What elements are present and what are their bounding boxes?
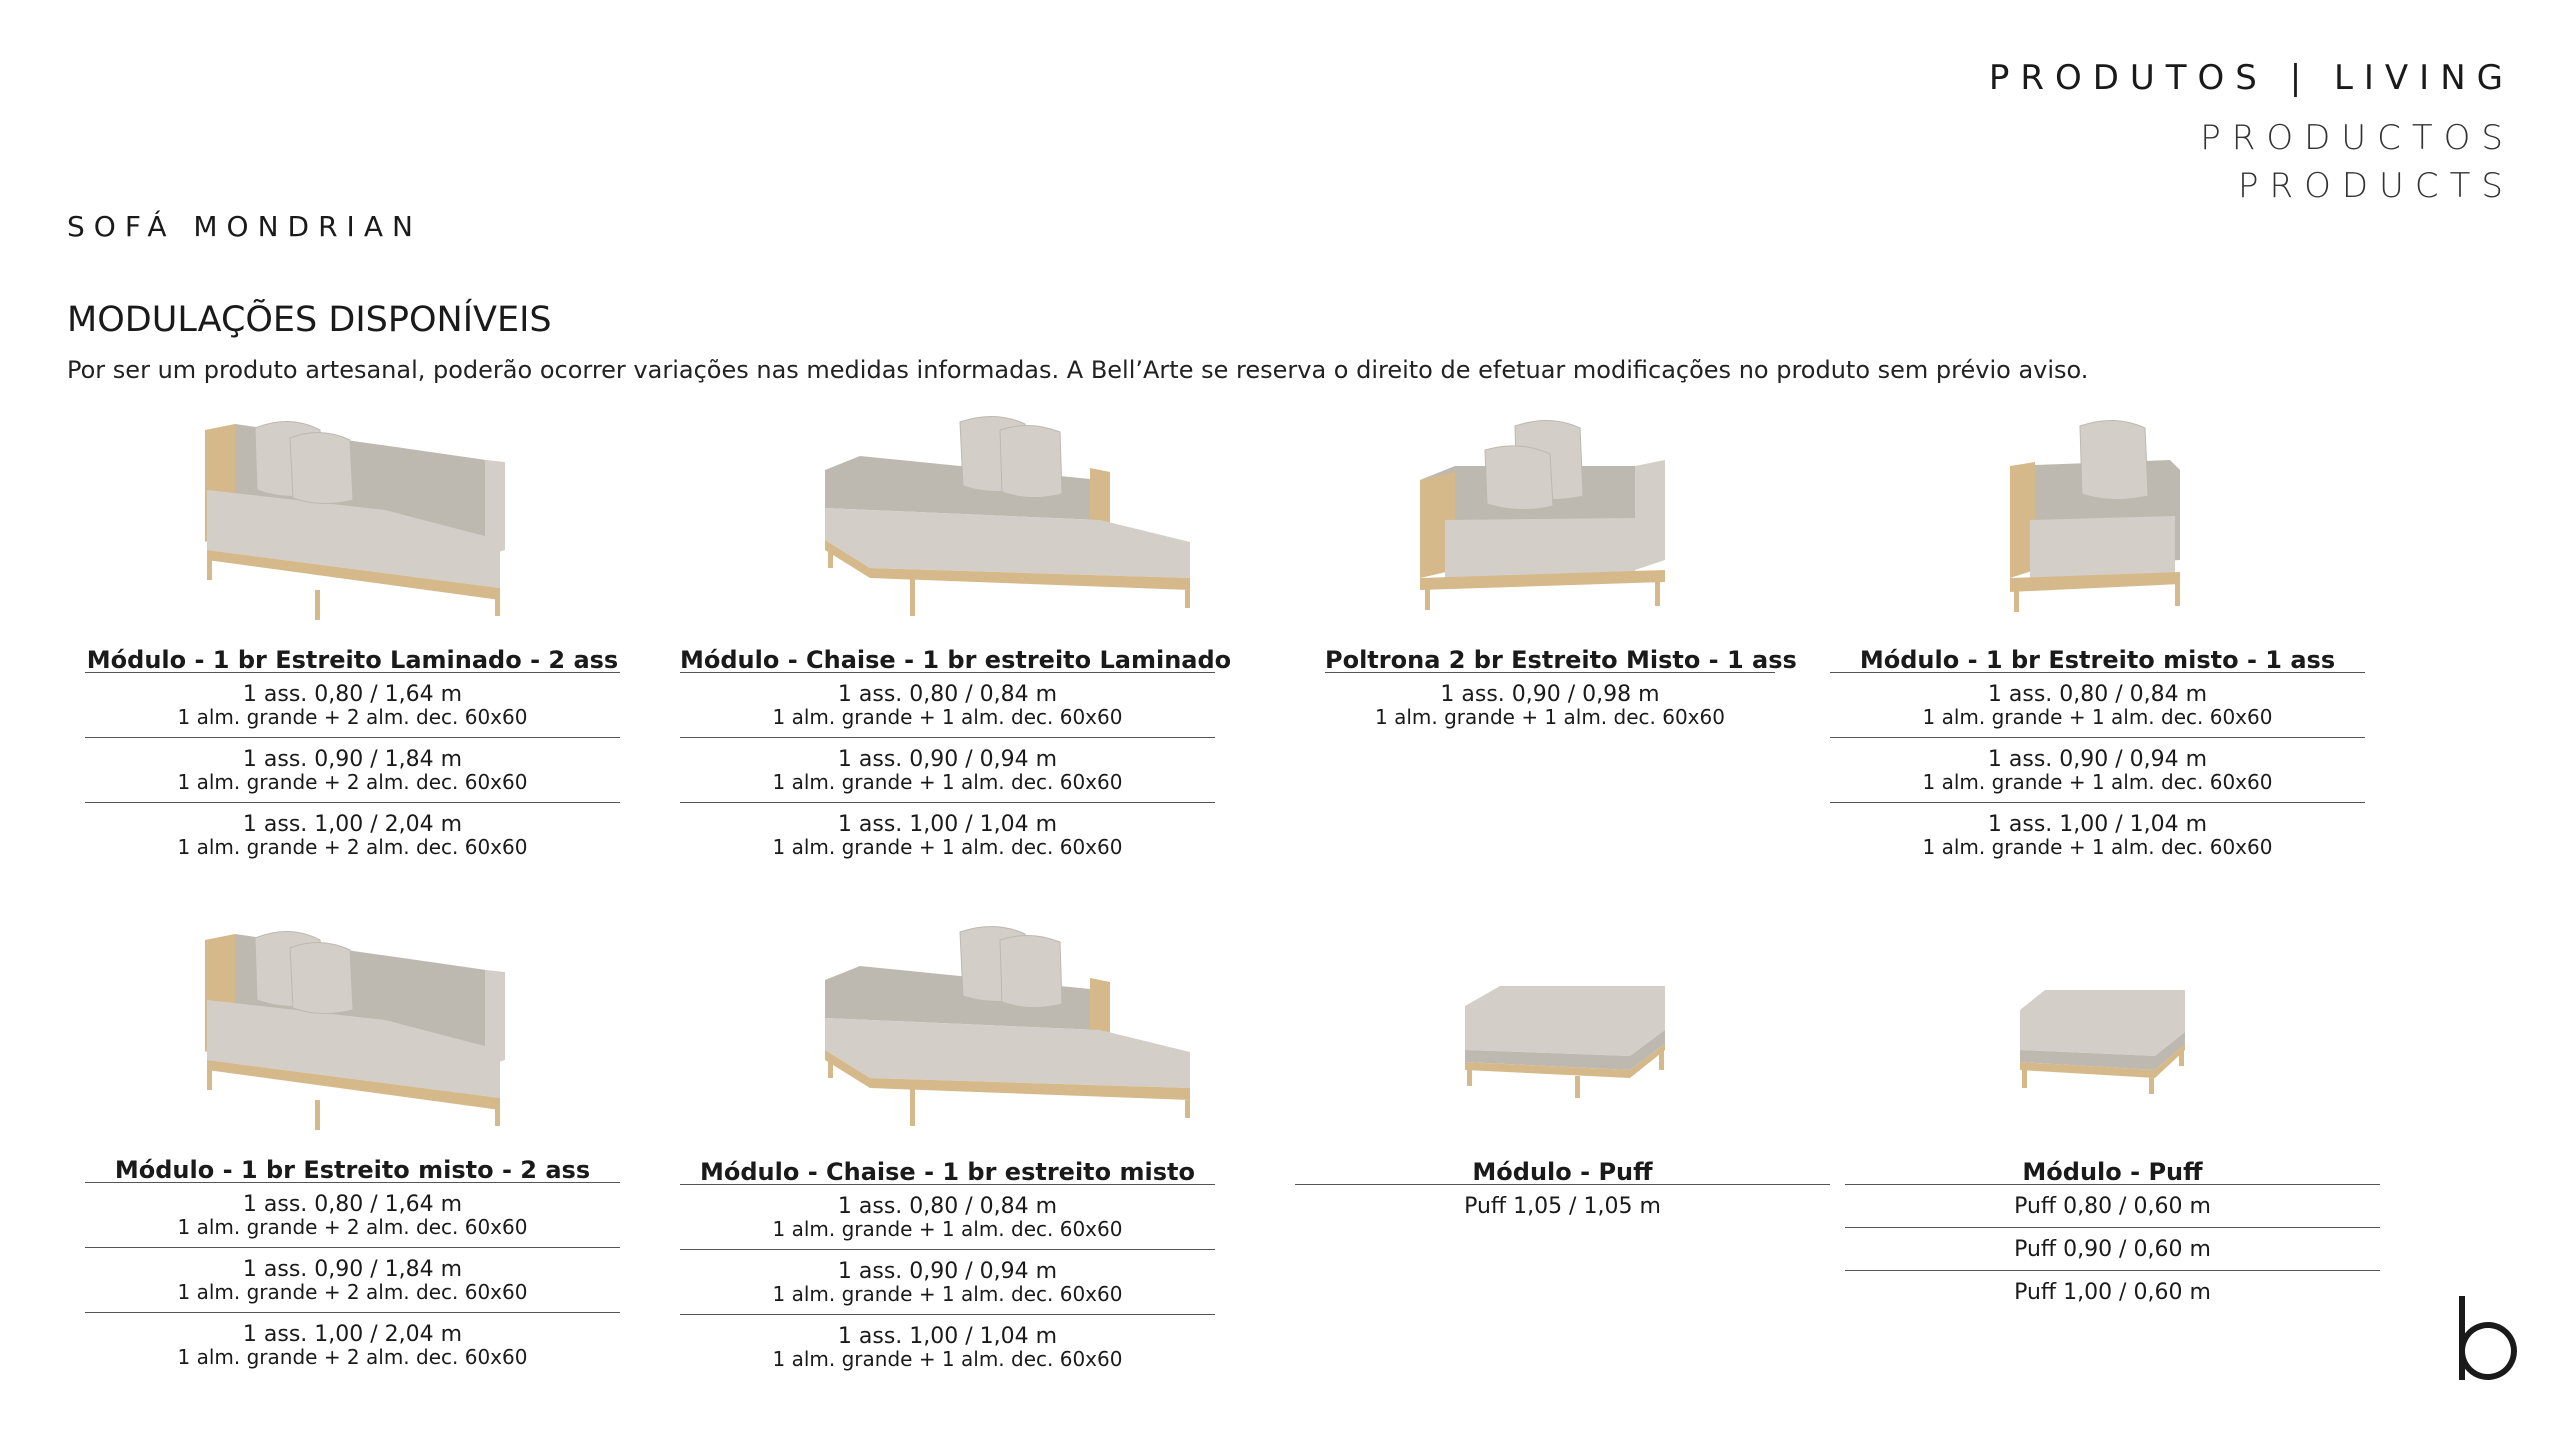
module-card	[1325, 410, 1797, 880]
module-title: Módulo - Puff	[2022, 1158, 2203, 1186]
module-card	[1845, 920, 2380, 1390]
module-title: Módulo - 1 br Estreito misto - 2 ass	[114, 1156, 591, 1184]
divider	[680, 1184, 1215, 1185]
option-size: 1 ass. 1,00 / 1,04 m	[1987, 812, 2208, 837]
module-title: Módulo - Chaise - 1 br estreito Laminado	[680, 646, 1232, 674]
module-image	[85, 410, 620, 630]
option-size: 1 ass. 0,90 / 0,98 m	[1440, 682, 1660, 707]
module-card	[85, 410, 620, 880]
divider	[1325, 672, 1775, 673]
module-option	[680, 1194, 1215, 1239]
option-cushions: 1 alm. grande + 1 alm. dec. 60x60	[1922, 705, 2273, 729]
option-size: 1 ass. 0,80 / 0,84 m	[1987, 682, 2208, 707]
module-card	[680, 410, 1232, 880]
chaise-illustration	[680, 920, 1215, 1140]
divider	[680, 1314, 1215, 1315]
module-card	[1295, 920, 1830, 1390]
option-cushions: 1 alm. grande + 2 alm. dec. 60x60	[177, 705, 528, 729]
sofa-two-seat-illustration	[85, 920, 620, 1140]
divider	[85, 1182, 620, 1183]
puff-large-illustration	[1295, 920, 1830, 1140]
option-cushions: 1 alm. grande + 2 alm. dec. 60x60	[177, 770, 528, 794]
module-image	[1830, 410, 2365, 630]
option-cushions: 1 alm. grande + 1 alm. dec. 60x60	[1922, 835, 2273, 859]
armchair-illustration	[1325, 410, 1775, 630]
module-option	[1845, 1280, 2380, 1305]
divider	[85, 802, 620, 803]
module-option	[680, 812, 1215, 857]
module-title: Módulo - 1 br Estreito Laminado - 2 ass	[86, 646, 619, 674]
module-image	[680, 410, 1215, 630]
module-title: Poltrona 2 br Estreito Misto - 1 ass	[1325, 646, 1797, 674]
chaise-illustration	[680, 410, 1215, 630]
module-option	[85, 747, 620, 792]
module-option	[85, 1257, 620, 1302]
option-cushions: 1 alm. grande + 1 alm. dec. 60x60	[772, 835, 1123, 859]
option-cushions: 1 alm. grande + 1 alm. dec. 60x60	[772, 705, 1123, 729]
divider	[1830, 802, 2365, 803]
option-size: 1 ass. 0,80 / 1,64 m	[242, 682, 463, 707]
divider	[85, 672, 620, 673]
brand-logo-icon	[2454, 1292, 2520, 1386]
option-size: 1 ass. 1,00 / 2,04 m	[242, 1322, 463, 1347]
option-cushions: 1 alm. grande + 2 alm. dec. 60x60	[177, 1345, 528, 1369]
module-option	[680, 1324, 1215, 1369]
divider	[680, 802, 1215, 803]
module-option	[1845, 1194, 2380, 1219]
option-cushions: 1 alm. grande + 1 alm. dec. 60x60	[772, 1217, 1123, 1241]
one-seat-module-illustration	[1830, 410, 2365, 630]
module-option	[85, 1192, 620, 1237]
puff-small-illustration	[1845, 920, 2380, 1140]
option-cushions: 1 alm. grande + 2 alm. dec. 60x60	[177, 1280, 528, 1304]
option-size: 1 ass. 1,00 / 2,04 m	[242, 812, 463, 837]
module-image	[1845, 920, 2380, 1140]
module-image	[1325, 410, 1775, 630]
divider	[680, 672, 1215, 673]
module-image	[85, 920, 620, 1140]
divider	[1295, 1184, 1830, 1185]
category-subtitle-es: PRODUCTOS	[2200, 118, 2514, 158]
option-size: Puff 1,00 / 0,60 m	[2014, 1280, 2211, 1305]
section-title: MODULAÇÕES DISPONÍVEIS	[67, 300, 552, 340]
divider	[680, 1249, 1215, 1250]
module-title: Módulo - 1 br Estreito misto - 1 ass	[1859, 646, 2336, 674]
product-name: SOFÁ MONDRIAN	[67, 210, 422, 243]
divider	[85, 737, 620, 738]
option-size: 1 ass. 0,90 / 1,84 m	[242, 1257, 463, 1282]
module-option	[680, 682, 1215, 727]
disclaimer-text: Por ser um produto artesanal, poderão ocorrer variações nas medidas informadas. A Bell’Arte se reserva o direito de efetuar modificações no produto sem prévio aviso.	[67, 356, 2089, 384]
module-title: Módulo - Puff	[1472, 1158, 1653, 1186]
module-image	[1295, 920, 1830, 1140]
module-option	[1295, 1194, 1830, 1219]
divider	[85, 1247, 620, 1248]
module-card	[680, 920, 1215, 1390]
option-cushions: 1 alm. grande + 1 alm. dec. 60x60	[1922, 770, 2273, 794]
option-cushions: 1 alm. grande + 2 alm. dec. 60x60	[177, 835, 528, 859]
module-option	[85, 1322, 620, 1367]
module-title: Módulo - Chaise - 1 br estreito misto	[700, 1158, 1195, 1186]
divider	[1845, 1184, 2380, 1185]
category-subtitle-en: PRODUCTS	[2237, 166, 2514, 206]
option-size: 1 ass. 0,90 / 0,94 m	[837, 747, 1058, 772]
option-size: 1 ass. 0,90 / 1,84 m	[242, 747, 463, 772]
option-size: Puff 0,90 / 0,60 m	[2014, 1237, 2211, 1262]
option-size: 1 ass. 0,80 / 0,84 m	[837, 682, 1058, 707]
module-option	[1830, 812, 2365, 857]
option-size: Puff 0,80 / 0,60 m	[2014, 1194, 2211, 1219]
option-size: Puff 1,05 / 1,05 m	[1464, 1194, 1661, 1219]
module-image	[680, 920, 1215, 1140]
divider	[1845, 1270, 2380, 1271]
divider	[1845, 1227, 2380, 1228]
module-option	[1845, 1237, 2380, 1262]
module-option	[1830, 682, 2365, 727]
module-card	[85, 920, 620, 1390]
module-option	[680, 747, 1215, 792]
module-option	[1830, 747, 2365, 792]
module-option	[680, 1259, 1215, 1304]
option-size: 1 ass. 0,90 / 0,94 m	[1987, 747, 2208, 772]
module-option	[85, 812, 620, 857]
divider	[1830, 672, 2365, 673]
module-option	[85, 682, 620, 727]
option-cushions: 1 alm. grande + 1 alm. dec. 60x60	[772, 770, 1123, 794]
option-cushions: 1 alm. grande + 2 alm. dec. 60x60	[177, 1215, 528, 1239]
divider	[85, 1312, 620, 1313]
sofa-two-seat-illustration	[85, 410, 620, 630]
option-size: 1 ass. 0,80 / 0,84 m	[837, 1194, 1058, 1219]
divider	[680, 737, 1215, 738]
option-cushions: 1 alm. grande + 1 alm. dec. 60x60	[1375, 705, 1725, 729]
option-size: 1 ass. 0,90 / 0,94 m	[837, 1259, 1058, 1284]
option-cushions: 1 alm. grande + 1 alm. dec. 60x60	[772, 1347, 1123, 1371]
option-size: 1 ass. 1,00 / 1,04 m	[837, 812, 1058, 837]
divider	[1830, 737, 2365, 738]
option-size: 1 ass. 1,00 / 1,04 m	[837, 1324, 1058, 1349]
option-size: 1 ass. 0,80 / 1,64 m	[242, 1192, 463, 1217]
module-option	[1325, 682, 1775, 727]
option-cushions: 1 alm. grande + 1 alm. dec. 60x60	[772, 1282, 1123, 1306]
module-card	[1830, 410, 2365, 880]
category-title: PRODUTOS | LIVING	[1988, 58, 2514, 98]
